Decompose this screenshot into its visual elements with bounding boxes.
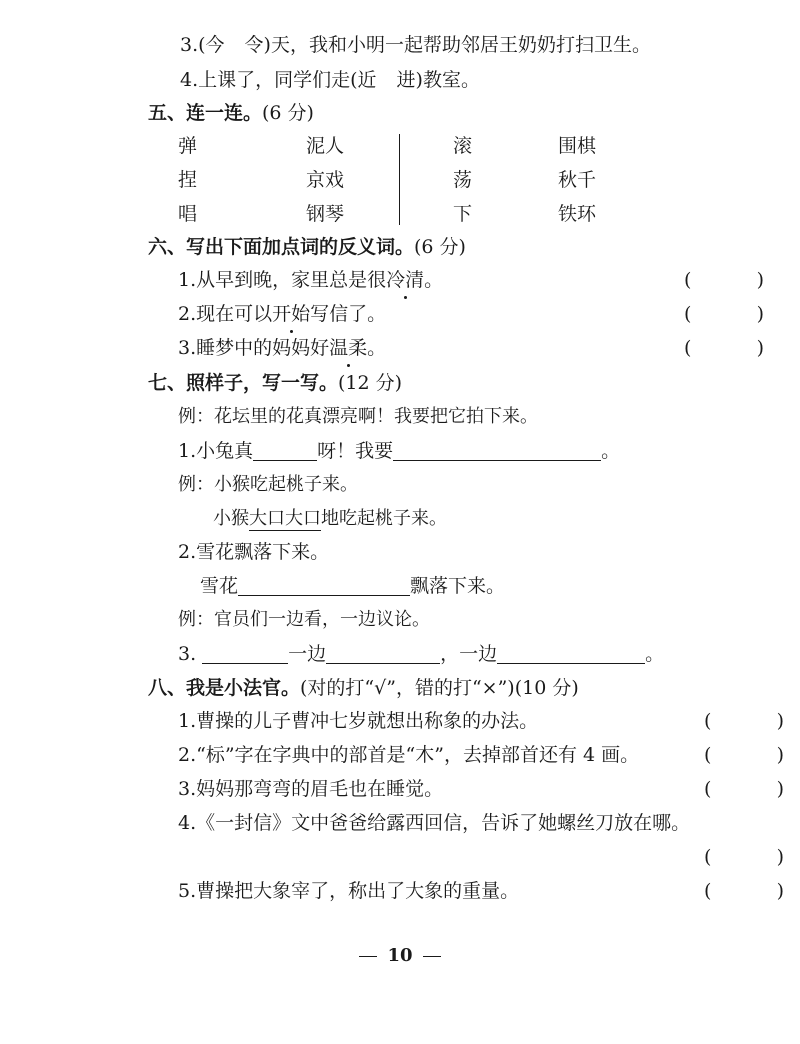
match-left-3: 唱 (178, 203, 198, 225)
blank-7-3b[interactable] (326, 643, 440, 664)
judge-item-4: 4.《一封信》文中爸爸给露西回信，告诉了她螺丝刀放在哪。 (178, 812, 691, 834)
page-number: 10 (0, 944, 800, 968)
blank-7-1b[interactable] (393, 440, 601, 461)
section6-heading: 六、写出下面加点词的反义词。(6 分) (148, 236, 466, 258)
example-3: 例：官员们一边看，一边议论。 (178, 609, 430, 630)
judge-item-5: 5.曹操把大象宰了，称出了大象的重量。 (178, 880, 520, 902)
antonym-item-3: 3.睡梦中的妈妈好温柔。 (178, 337, 387, 359)
judge-item-2: 2.“标”字在字典中的部首是“木”，去掉部首还有 4 画。 (178, 744, 640, 766)
blank-7-2[interactable] (238, 575, 410, 596)
match-left-2: 捏 (178, 169, 198, 191)
underlined-phrase: 大口大口 (249, 508, 321, 529)
blank-7-3c[interactable] (497, 643, 645, 664)
match-far-1: 围棋 (558, 135, 597, 157)
match-mid-2: 京戏 (306, 169, 345, 191)
match-right-2: 荡 (453, 169, 473, 191)
antonym-item-2: 2.现在可以开始写信了。 (178, 303, 387, 325)
judge-item-3: 3.妈妈那弯弯的眉毛也在睡觉。 (178, 778, 444, 800)
match-left-1: 弹 (178, 135, 198, 157)
section4-item-3: 3.(今 令)天，我和小明一起帮助邻居王奶奶打扫卫生。 (180, 34, 651, 56)
section7-heading: 七、照样子，写一写。(12 分) (148, 372, 403, 394)
match-right-3: 下 (453, 203, 473, 225)
section8-heading: 八、我是小法官。(对的打“√”，错的打“×”)(10 分) (148, 677, 579, 699)
antonym-item-1: 1.从早到晚，家里总是很冷清。 (178, 269, 444, 291)
divider-line (399, 134, 400, 225)
blank-7-3a[interactable] (202, 643, 288, 664)
question-7-2-answer: 雪花 飘落下来。 (200, 575, 506, 597)
question-7-1: 1.小兔真 呀！我要 。 (178, 440, 621, 462)
match-right-1: 滚 (453, 135, 473, 157)
question-7-2: 2.雪花飘落下来。 (178, 541, 330, 563)
blank-7-1a[interactable] (253, 440, 317, 461)
section4-item-4: 4.上课了，同学们走(近 进)教室。 (180, 69, 480, 91)
question-7-3: 3. 一边 ，一边 。 (178, 643, 665, 665)
example-2-answer: 小猴大口大口地吃起桃子来。 (213, 508, 447, 529)
match-mid-3: 钢琴 (306, 203, 345, 225)
match-mid-1: 泥人 (306, 135, 345, 157)
match-far-3: 铁环 (558, 203, 597, 225)
example-1: 例：花坛里的花真漂亮啊！我要把它拍下来。 (178, 406, 538, 427)
judge-item-1: 1.曹操的儿子曹冲七岁就想出称象的办法。 (178, 710, 539, 732)
match-far-2: 秋千 (558, 169, 597, 191)
example-2: 例：小猴吃起桃子来。 (178, 474, 358, 495)
section5-heading: 五、连一连。(6 分) (148, 102, 314, 124)
